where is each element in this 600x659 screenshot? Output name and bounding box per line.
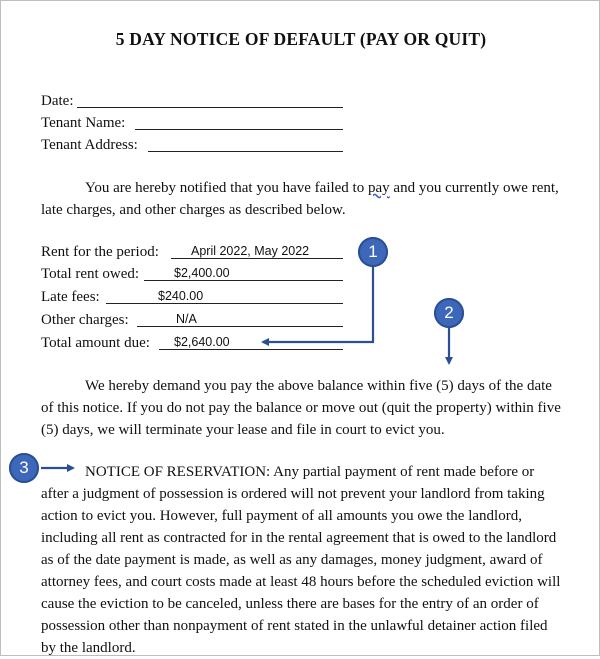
tenant-name-label: Tenant Name:	[41, 115, 126, 131]
pay-word: pay	[367, 180, 390, 196]
late-fees-value: $240.00	[158, 289, 204, 303]
arrow-1	[263, 267, 373, 342]
late-fees-label: Late fees:	[41, 289, 100, 305]
tenant-address-label: Tenant Address:	[41, 137, 138, 153]
reservation-paragraph: NOTICE OF RESERVATION: Any partial payment of rent made before or after a judgment of possession is ordered will not prevent your landlord from taking action to evict you. However, full payment of all amounts you owe the landlord, including all rent as contracted for in the rental agreement that is owed to the landlord as of the date payment is made, as well as any damages, money judgment, award of attorney fees, and court costs made at least 48 hours before the scheduled eviction will cause the eviction to be canceled, unless there are bases for the entry of an order of possession other than nonpayment of rent stated in the unlawful detainer action filed by the landlord.	[41, 464, 561, 656]
rent-period-label: Rent for the period:	[41, 244, 159, 260]
callout-arrows	[1, 1, 600, 657]
notice-paragraph: You are hereby notified that you have failed to pay and you currently owe rent, late charges, and other charges as described below.	[41, 180, 559, 218]
callout-badge-3: 3	[9, 453, 39, 483]
date-label: Date:	[41, 93, 74, 109]
total-rent-label: Total rent owed:	[41, 266, 140, 282]
page-title: 5 DAY NOTICE OF DEFAULT (PAY OR QUIT)	[115, 29, 487, 49]
total-due-label: Total amount due:	[41, 335, 150, 351]
other-charges-label: Other charges:	[41, 312, 129, 328]
callout-badge-1: 1	[358, 237, 388, 267]
total-due-value: $2,640.00	[174, 335, 230, 349]
callout-badge-2: 2	[434, 298, 464, 328]
demand-paragraph: We hereby demand you pay the above balance within five (5) days of the date of this notice. If you do not pay the balance or move out (quit the property) within five (5) days, we will terminate your lease and file in court to evict you.	[41, 378, 561, 438]
total-rent-value: $2,400.00	[174, 266, 230, 280]
other-charges-value: N/A	[176, 312, 197, 326]
rent-period-value: April 2022, May 2022	[191, 244, 310, 258]
